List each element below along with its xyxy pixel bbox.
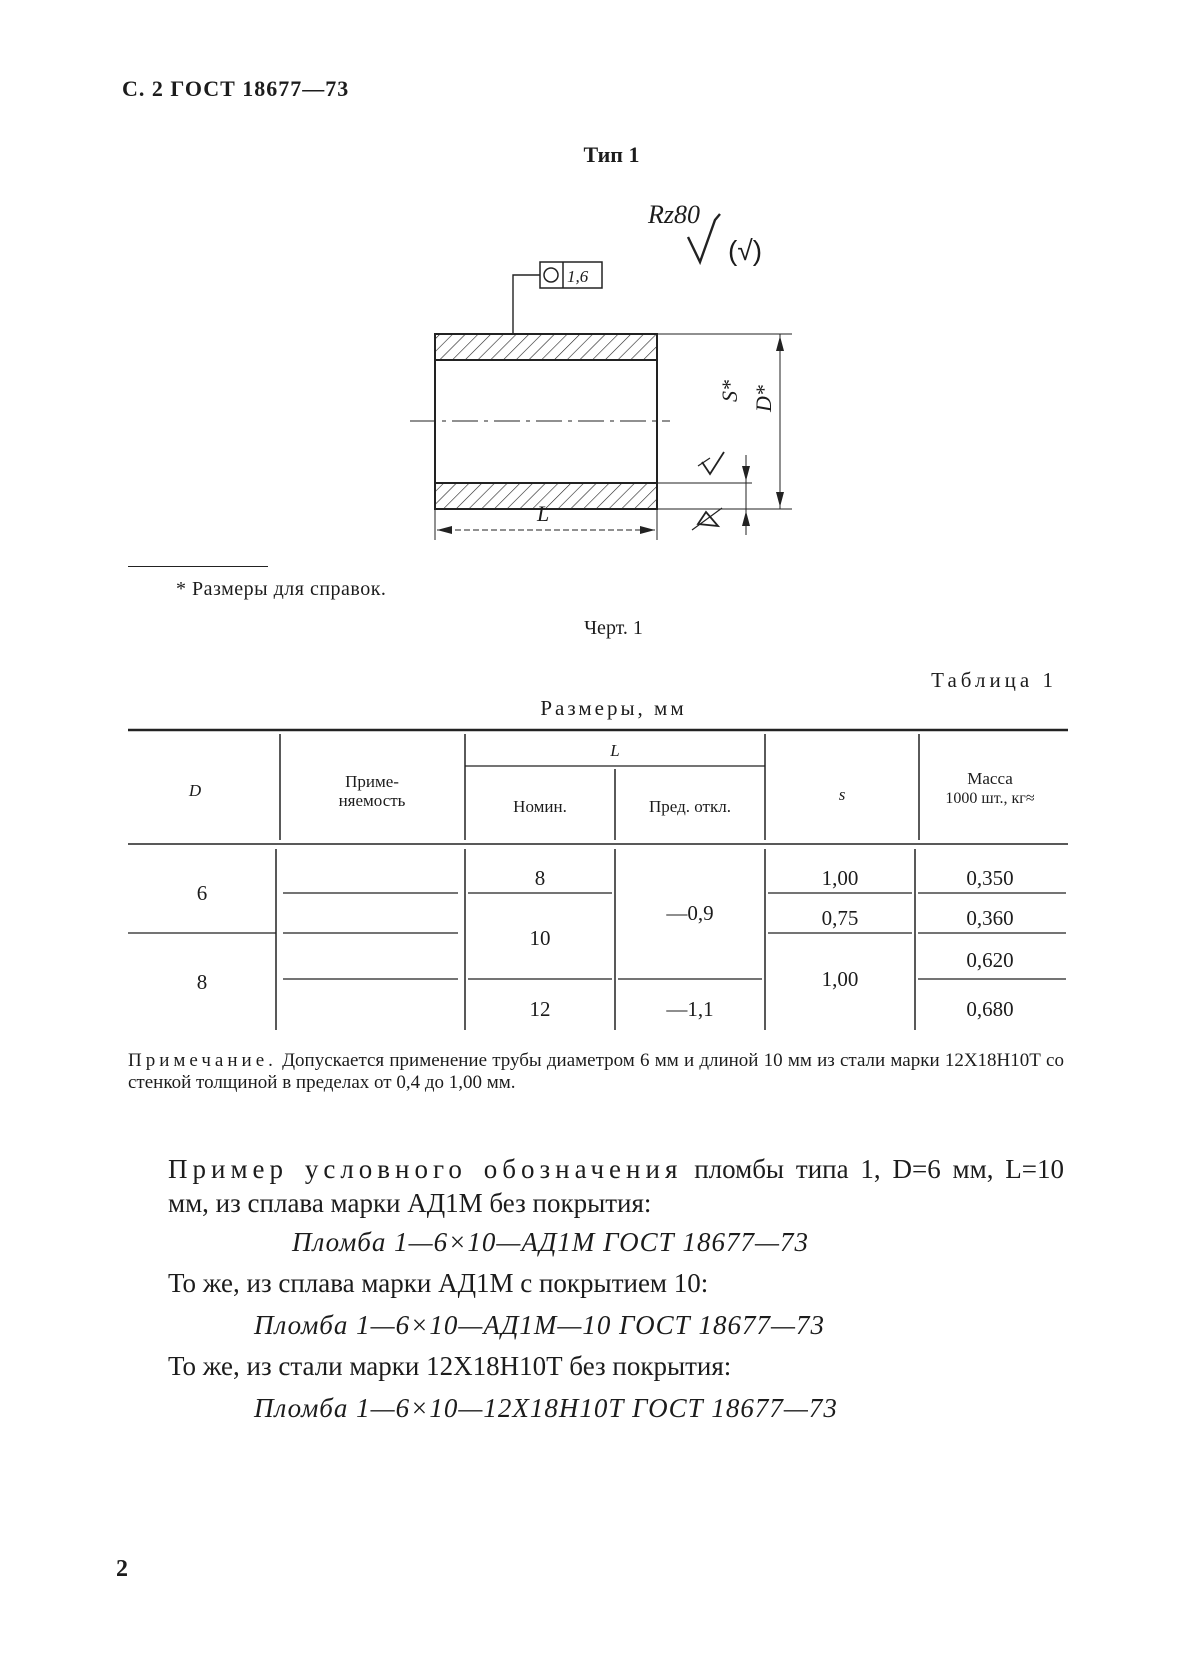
dimensions-table [128,724,1068,1034]
tolerance-value: 1,6 [567,267,589,286]
roughness-paren: (√) [728,235,763,266]
cell-D: 6 [196,881,208,905]
designation-1: Пломба 1—6×10—АД1М ГОСТ 18677—73 [292,1227,809,1257]
technical-drawing [380,190,810,540]
cell-mass: 0,350 [966,866,1014,890]
example-lead: Пример условного обозначения [168,1154,683,1184]
cell-L-tolerance: —0,9 [666,901,714,925]
note-text: Допускается применение трубы диаметром 6 мм и длиной 10 мм из стали марки 12Х18Н10Т со стенкой толщиной в пределах от 0,4 до 1,00 мм. [128,1050,1064,1093]
cell-mass: 0,620 [966,948,1014,972]
designation-3: Пломба 1—6×10—12Х18Н10Т ГОСТ 18677—73 [254,1393,838,1423]
example-line-2: То же, из сплава марки АД1М с покрытием 10: [168,1268,709,1298]
designation-2: Пломба 1—6×10—АД1М—10 ГОСТ 18677—73 [254,1310,825,1340]
roundness-icon [544,268,558,282]
header-D: D [188,781,202,800]
example-paragraph [128,1152,1064,1220]
cell-s: 0,75 [821,906,859,930]
footnote: * Размеры для справок. [176,578,387,600]
header-applicability: няемость [338,791,406,810]
header-nominal: Номин. [513,797,567,816]
example-line-3: То же, из стали марки 12Х18Н10Т без покрытия: [168,1351,732,1381]
type-title: Тип 1 [583,142,640,167]
page-header: С. 2 ГОСТ 18677—73 [122,76,350,101]
cell-s: 1,00 [821,967,859,991]
note-lead: Примечание. [128,1050,277,1071]
cell-mass: 0,680 [966,997,1014,1021]
cell-L-tolerance: —1,1 [666,997,714,1021]
roughness-label: Rz80 [648,200,700,229]
dim-label-S: S* [717,380,742,402]
example-text: пломбы типа 1, D=6 мм, L=10 мм, из сплава марки АД1М без покрытия: [168,1154,1065,1218]
cell-L-nominal: 10 [529,926,551,950]
table-note [128,1050,1064,1094]
cell-L-nominal: 12 [529,997,551,1021]
dim-label-D: D* [751,385,776,412]
cell-L-nominal: 8 [534,866,546,890]
header-mass: 1000 шт., кг≈ [945,790,1035,807]
table-units: Размеры, мм [540,696,687,720]
figure-caption: Черт. 1 [584,617,643,639]
footnote-rule [128,566,268,567]
cell-D: 8 [196,970,208,994]
header-tolerance: Пред. откл. [649,797,731,816]
page-number: 2 [116,1556,128,1582]
header-mass: Масса [967,769,1013,788]
surface-roughness-icon [702,452,724,474]
cell-s: 1,00 [821,866,859,890]
cell-mass: 0,360 [966,906,1014,930]
header-s: s [838,785,846,804]
header-L: L [610,741,620,760]
dim-label-L: L [537,501,550,526]
table-label: Таблица 1 [931,668,1057,692]
header-applicability: Приме- [345,772,399,791]
